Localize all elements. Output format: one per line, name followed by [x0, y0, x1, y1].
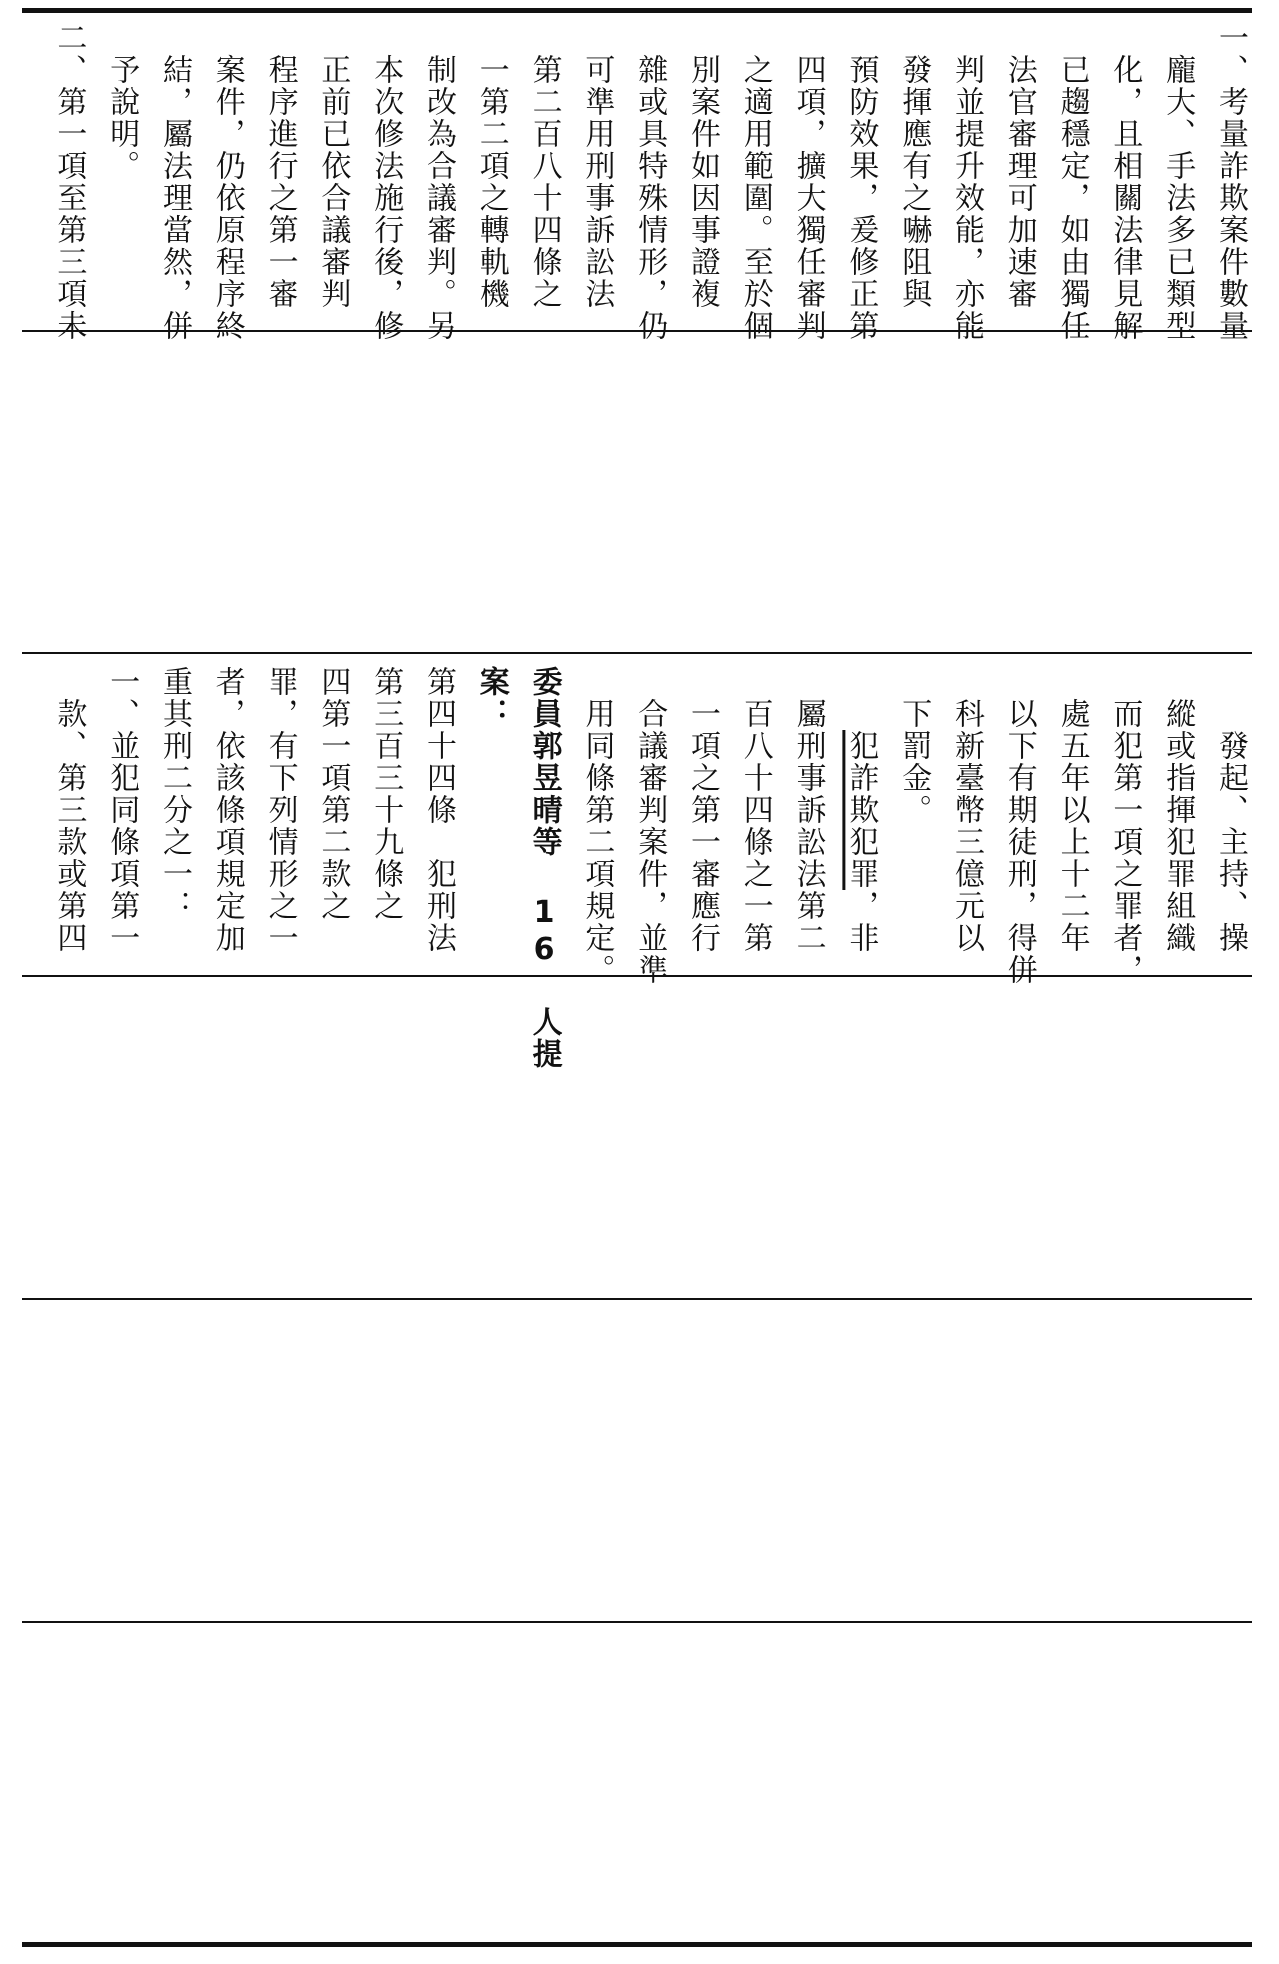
- section1-column: [735, 18, 775, 360]
- empty-block-1: [28, 336, 1250, 646]
- column-text: 以下有期徒刑，得併: [1001, 698, 1037, 986]
- section2-column: [1052, 662, 1092, 1004]
- section1-column: [471, 18, 511, 360]
- section2-column: [524, 662, 564, 1070]
- column-text: 案件，仍依原程序終: [209, 54, 245, 342]
- column-text: ，非: [843, 890, 879, 954]
- empty-block-4: [28, 1627, 1250, 1937]
- section2-column: [365, 662, 405, 972]
- column-text: 發揮應有之嚇阻與: [896, 54, 932, 310]
- section1-column: [788, 18, 828, 360]
- section2-column: [629, 662, 669, 1004]
- column-text: 已趨穩定，如由獨任: [1054, 54, 1090, 342]
- column-text: 本次修法施行後，修: [368, 54, 404, 342]
- column-text: 第四十四條 犯刑法: [421, 666, 456, 954]
- section1-column: [576, 18, 616, 360]
- column-text: 四第一項第二款之: [315, 666, 351, 922]
- column-text: 正前已依合議審判: [315, 54, 351, 310]
- column-text: 合議審判案件，並準: [632, 698, 668, 986]
- section1-column: [101, 18, 141, 360]
- column-text: 款、第三款或第四: [51, 698, 87, 954]
- section2-column: [101, 662, 141, 972]
- empty-block-3: [28, 1304, 1250, 1614]
- column-text: 程序進行之第一審: [262, 54, 298, 310]
- section2-column: [312, 662, 352, 972]
- column-text: 下罰金。: [896, 698, 932, 826]
- section1-column: [207, 18, 247, 360]
- column-text: 化，且相關法律見解: [1107, 54, 1143, 342]
- column-text: 結，屬法理當然，併: [157, 54, 192, 342]
- section1-column: [260, 18, 300, 360]
- section1-column: [629, 18, 669, 360]
- section1-column: [1052, 18, 1092, 360]
- column-text: 而犯第一項之罪者，: [1107, 698, 1143, 986]
- section2-column: [946, 662, 986, 1004]
- section1-column: [154, 18, 194, 360]
- section1-column: [1157, 18, 1197, 360]
- column-text: 可準用刑事訴訟法: [579, 54, 615, 310]
- section1-column: [1210, 18, 1250, 342]
- column-text: 預防效果，爰修正第: [843, 54, 879, 342]
- bottom-rule: [22, 1942, 1252, 1947]
- section2-column: [260, 662, 300, 972]
- column-text: 二、第一項至第三項未: [51, 22, 87, 342]
- column-text: 第二百八十四條之: [526, 54, 562, 310]
- column-text: 判並提升效能，亦能: [949, 54, 984, 342]
- section1-column: [946, 18, 986, 360]
- section2-column: [471, 662, 511, 972]
- explanation-section: [28, 18, 1250, 342]
- column-text: 發起、主持、操: [1213, 730, 1248, 954]
- column-text: 百八十四條之一第: [737, 698, 773, 954]
- column-text: 用同條第二項規定。: [579, 698, 615, 986]
- section2-column: [207, 662, 247, 972]
- section2-column: [1210, 662, 1250, 1036]
- column-text: 四項，擴大獨任審判: [790, 54, 826, 342]
- column-text: 別案件如因事證複: [685, 54, 720, 310]
- top-rule: [22, 8, 1252, 13]
- column-text: 者，依該條項規定加: [209, 666, 245, 954]
- column-text: 一項之第一審應行: [685, 698, 720, 954]
- column-text: 縱或指揮犯罪組織: [1160, 698, 1196, 954]
- section-divider-2: [22, 652, 1252, 654]
- column-text: 之適用範圍。至於個: [737, 54, 773, 342]
- column-text: 一、並犯同條項第一: [104, 666, 140, 954]
- column-text: 科新臺幣三億元以: [949, 698, 984, 954]
- section2-column: [48, 662, 88, 1004]
- section2-column: [840, 662, 880, 1036]
- section1-column: [365, 18, 405, 360]
- section1-column: [1104, 18, 1144, 360]
- column-text: 案：: [473, 666, 509, 730]
- section-divider-4: [22, 1298, 1252, 1300]
- column-text: 雜或具特殊情形，仍: [632, 54, 668, 342]
- empty-block-2: [28, 981, 1250, 1291]
- section2-column: [418, 662, 458, 972]
- section2-column: [999, 662, 1039, 1004]
- section2-column: [1157, 662, 1197, 1004]
- column-text: 予說明。: [104, 54, 140, 182]
- section1-column: [312, 18, 352, 360]
- underlined-text: 犯詐欺犯罪: [843, 730, 879, 890]
- column-text: 龐大、手法多已類型: [1160, 54, 1196, 342]
- section2-column: [682, 662, 722, 1004]
- section2-column: [576, 662, 616, 1004]
- section1-column: [999, 18, 1039, 360]
- section2-column: [154, 662, 194, 972]
- section2-column: [788, 662, 828, 1004]
- column-text: 一第二項之轉軌機: [473, 54, 509, 310]
- section2-column: [735, 662, 775, 1004]
- column-text: 罪，有下列情形之一: [262, 666, 298, 954]
- section1-column: [48, 18, 88, 342]
- column-text: 委員郭昱晴等 16 人提: [526, 666, 562, 1070]
- section1-column: [893, 18, 933, 360]
- section1-column: [840, 18, 880, 360]
- column-text: 第三百三十九條之: [368, 666, 404, 922]
- section1-column: [682, 18, 722, 360]
- column-text: 法官審理可加速審: [1001, 54, 1037, 310]
- statute-section: [28, 662, 1250, 1070]
- section-divider-5: [22, 1621, 1252, 1623]
- section2-column: [1104, 662, 1144, 1004]
- section1-column: [524, 18, 564, 360]
- column-text: 一、考量詐欺案件數量: [1213, 22, 1248, 342]
- column-text: 屬刑事訴訟法第二: [790, 698, 826, 954]
- section2-column: [893, 662, 933, 1004]
- column-text: 處五年以上十二年: [1054, 698, 1090, 954]
- column-text: 重其刑二分之一：: [157, 666, 192, 922]
- section1-column: [418, 18, 458, 360]
- column-text: 制改為合議審判。另: [421, 54, 456, 342]
